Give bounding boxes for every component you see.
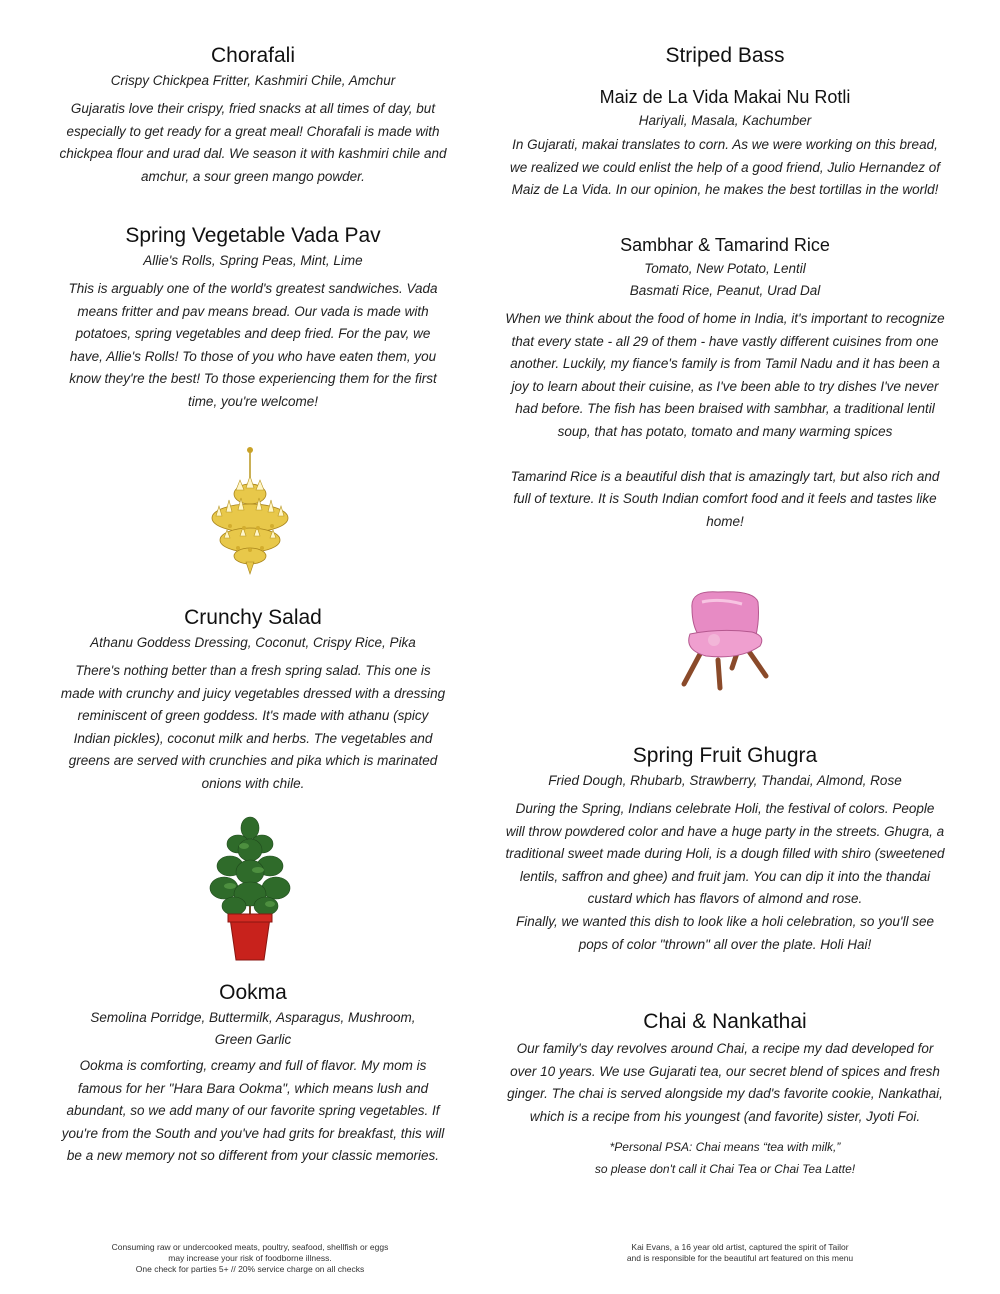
footer-line: Kai Evans, a 16 year old artist, captured the spirit of Tailor [631,1242,849,1252]
chai-note: *Personal PSA: Chai means “tea with milk,” [609,1140,841,1155]
footer-disclaimer [80,1242,420,1275]
dish-description: When we think about the food of home in India, it's important to recognize that every state - all 29 of them - have vastly different cuisines from one another. Luckily, my fiance's family is from Tamil Nadu and it has been a joy to learn about their cuisine, as I've been able to try dishes I've never had before. The fish has been braised with sambhar, a traditional lentil soup, that has potato, tomato and many warming spices [505,311,945,439]
potted-plant-illustration [200,814,300,964]
dish-ingredients: Fried Dough, Rhubarb, Strawberry, Thandai, Almond, Rose [548,773,902,788]
dish-sambhar [505,232,945,533]
dish-chai [505,1008,945,1180]
dish-description: During the Spring, Indians celebrate Holi, the festival of colors. People will throw powdered color and have a huge party in the streets. Ghugra, a traditional sweet made during Holi, is a dough filled with shiro (sweetened lentils, saffron and ghee) and fruit jam. You can dip it into the thandai custard which has flavors of almond and rose. [505,801,945,907]
dish-description: In Gujarati, makai translates to corn. As we were working on this bread, we realized we could enlist the help of a good friend, Julio Hernandez of Maiz de La Vida. In our opinion, he makes the best tortillas in the world! [509,137,941,198]
dish-description: Ookma is comforting, creamy and full of flavor. My mom is famous for her "Hara Bara Ookma", which means lush and abundant, so we add many of our favorite spring vegetables. If you're from the South and you've had grits for breakfast, this will be a new memory not so different from your classic memories. [61,1058,445,1164]
course-striped-bass [505,42,945,70]
dish-ingredients: Basmati Rice, Peanut, Urad Dal [629,283,821,298]
course-title: Striped Bass [665,44,785,67]
dish-description: Gujaratis love their crispy, fried snacks at all times of day, but especially to get ready for a great meal! Chorafali is made with chickpea flour and urad dal. We season it with kashmiri chile and amchur, a sour green mango powder. [59,101,447,184]
dish-ingredients: Hariyali, Masala, Kachumber [638,113,812,128]
dish-title: Chorafali [210,44,296,67]
dish-vada-pav [58,222,448,414]
dish-ghugra [505,742,945,956]
dish-crunchy-salad [58,604,448,796]
dish-description: There's nothing better than a fresh spring salad. This one is made with crunchy and juicy vegetables dressed with a dressing reminiscent of green goddess. It's made with athanu (spicy Indian pickles), coconut milk and herbs. The vegetables and greens are served with crunchies and pika which is marinated onions with chile. [60,663,446,791]
dish-title: Chai & Nankathai [643,1010,807,1033]
dish-description: Tamarind Rice is a beautiful dish that is amazingly tart, but also rich and full of texture. It is South Indian comfort food and it feels and tastes like home! [510,468,940,529]
dish-title: Spring Fruit Ghugra [632,744,818,767]
dish-ingredients: Tomato, New Potato, Lentil [644,261,806,276]
dish-ingredients: Semolina Porridge, Buttermilk, Asparagus, Mushroom, [90,1010,416,1025]
dish-makai [505,84,945,202]
dish-title: Ookma [219,981,287,1004]
dish-ingredients: Crispy Chickpea Fritter, Kashmiri Chile, Amchur [110,73,396,88]
dish-description: This is arguably one of the world's greatest sandwiches. Vada means fritter and pav means bread. Our vada is made with potatoes, spring vegetables and deep fried. For the pav, we have, Allie's Rolls! To those of you who have eaten them, you know they're the best! To those experiencing them for the first time, you're welcome! [68,281,438,409]
dish-chorafali [58,42,448,188]
footer-line: and is responsible for the beautiful art featured on this menu [626,1253,854,1263]
dish-title: Crunchy Salad [184,606,322,629]
dish-title: Sambhar & Tamarind Rice [620,235,830,255]
dish-ookma [58,979,448,1168]
dish-description: Finally, we wanted this dish to look like a holi celebration, so you'll see pops of color "thrown" all over the plate. Holi Hai! [515,913,935,952]
dish-ingredients: Athanu Goddess Dressing, Coconut, Crispy Rice, Pika [90,635,416,650]
footer-art-credit [570,1242,910,1264]
dish-ingredients: Green Garlic [214,1032,292,1047]
footer-line: One check for parties 5+ // 20% service charge on all checks [135,1264,365,1274]
dish-description: Our family's day revolves around Chai, a recipe my dad developed for over 10 years. We use Gujarati tea, our secret blend of spices and fresh ginger. The chai is served alongside my dad's favorite cookie, Nankathai, which is a recipe from his youngest (and favorite) sister, Jyoti Foi. [507,1041,943,1124]
footer-line: Consuming raw or undercooked meats, poultry, seafood, shellfish or eggs [111,1242,389,1252]
footer-line: may increase your risk of foodborne illness. [168,1253,332,1263]
chandelier-illustration [200,444,300,584]
dish-title: Maiz de La Vida Makai Nu Rotli [599,87,851,107]
dish-title: Spring Vegetable Vada Pav [125,224,381,247]
chai-note: so please don't call it Chai Tea or Chai Tea Latte! [594,1162,856,1177]
dish-ingredients: Allie's Rolls, Spring Peas, Mint, Lime [143,253,363,268]
pink-chair-illustration [670,584,780,694]
